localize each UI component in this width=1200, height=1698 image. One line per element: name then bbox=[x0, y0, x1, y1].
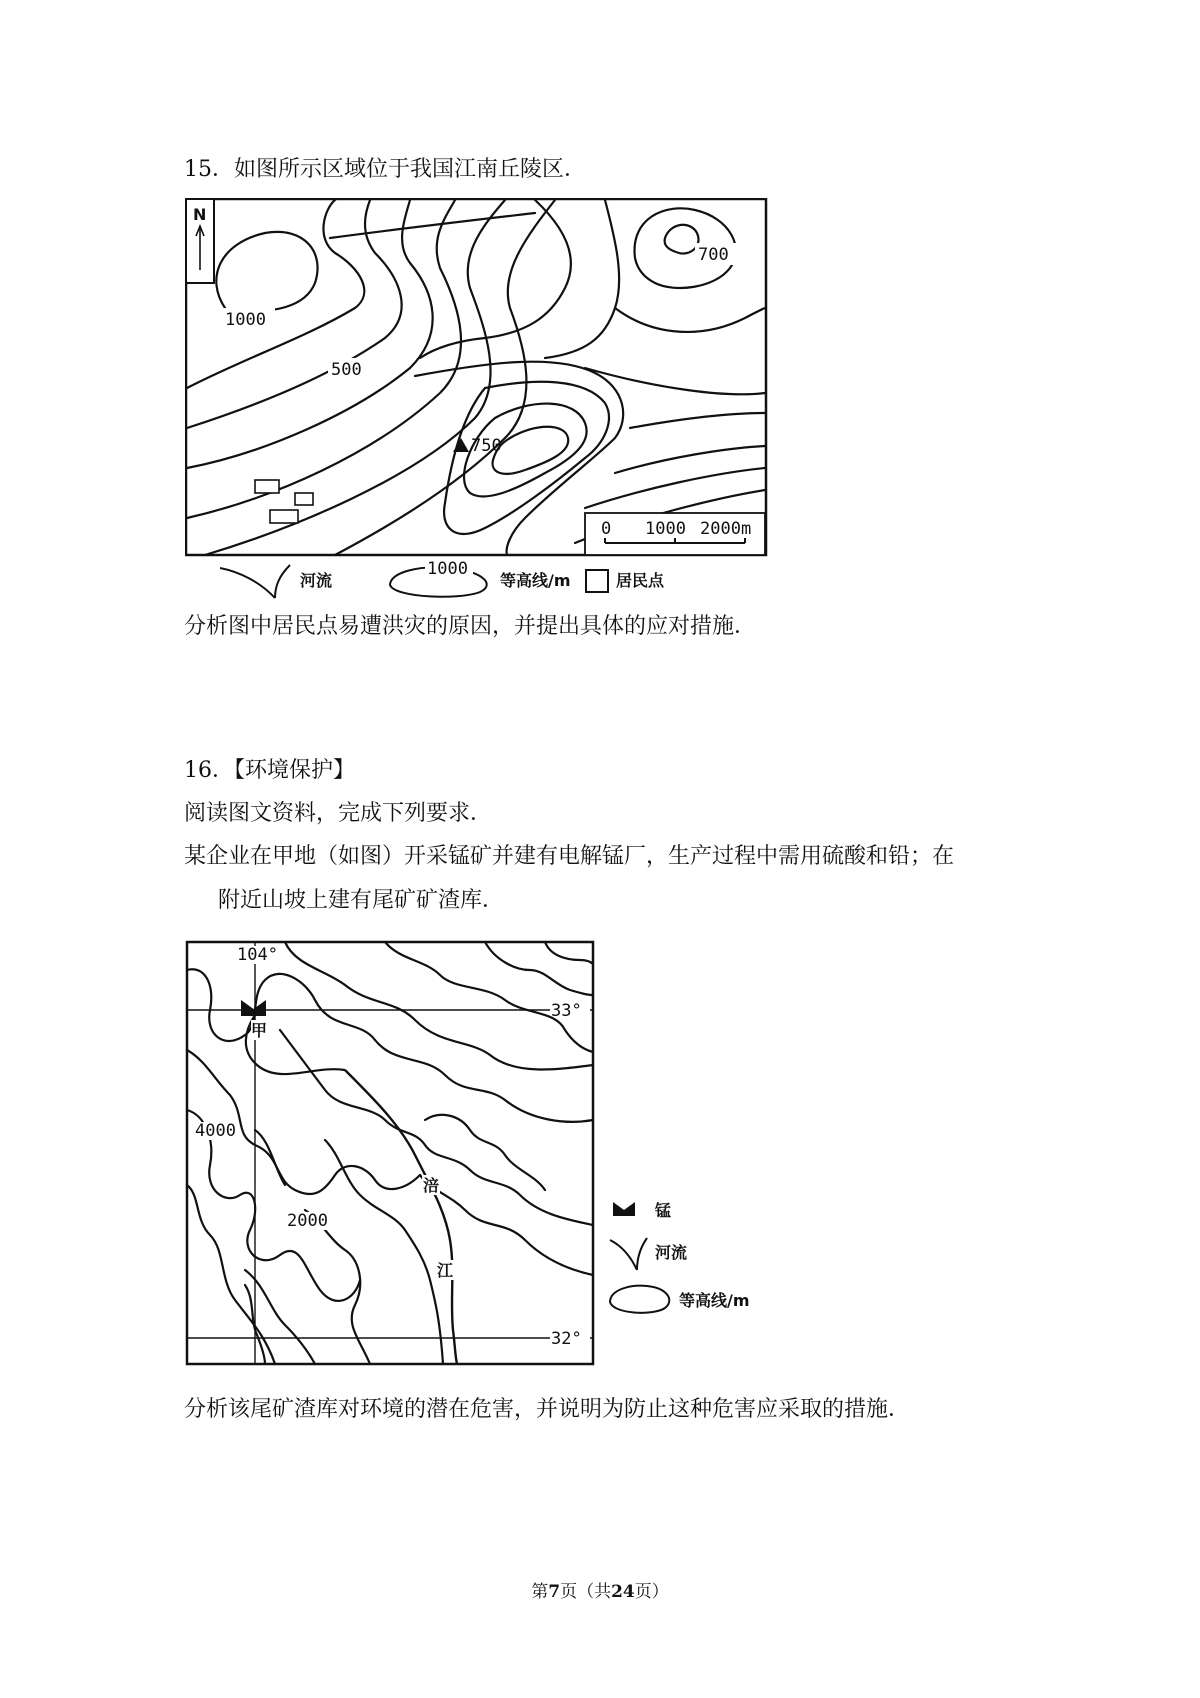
q16-title: 16．【环境保护】 bbox=[184, 758, 355, 783]
contour-label-700: 700 bbox=[698, 245, 729, 265]
footer-post: 页） bbox=[634, 1582, 669, 1602]
page-footer bbox=[0, 1577, 1200, 1602]
scale-2000: 2000m bbox=[700, 519, 752, 539]
footer-pre: 第 bbox=[531, 1582, 549, 1602]
q16-intro: 阅读图文资料，完成下列要求． bbox=[184, 801, 493, 826]
q15-title: 15．如图所示区域位于我国江南丘陵区． bbox=[184, 157, 586, 182]
q15-contour-map bbox=[185, 198, 785, 558]
footer-total-pages: 24 bbox=[611, 1582, 635, 1602]
scale-1000: 1000 bbox=[645, 519, 686, 539]
legend-manganese-icon bbox=[613, 1202, 635, 1216]
footer-mid: 页（共 bbox=[560, 1582, 612, 1602]
river-label-fu: 涪 bbox=[423, 1176, 440, 1195]
legend-contour-value: 1000 bbox=[427, 560, 468, 579]
legend-settlement-label: 居民点 bbox=[616, 571, 665, 590]
river-label-jiang: 江 bbox=[437, 1261, 454, 1280]
legend-contour-label: 等高线/m bbox=[500, 571, 571, 590]
legend-river-icon bbox=[610, 1238, 647, 1270]
settlement-legend-icon bbox=[586, 570, 608, 592]
legend-contour-label: 等高线/m bbox=[679, 1291, 750, 1310]
q15-legend bbox=[220, 560, 740, 600]
north-arrow-icon bbox=[186, 199, 214, 283]
legend-manganese-label: 锰 bbox=[655, 1201, 672, 1220]
jia-label: 甲 bbox=[251, 1021, 268, 1040]
scale-0: 0 bbox=[601, 519, 612, 539]
q15-scale-bar bbox=[585, 513, 765, 555]
contour-label-2000: 2000 bbox=[287, 1211, 328, 1231]
latitude-label-33: 33° bbox=[551, 1001, 582, 1021]
peak-label-750: 750 bbox=[471, 436, 502, 456]
q16-paragraph-line2: 附近山坡上建有尾矿矿渣库． bbox=[218, 888, 505, 913]
north-label: N bbox=[193, 205, 207, 224]
q16-legend bbox=[610, 1201, 750, 1313]
legend-river-label: 河流 bbox=[655, 1243, 688, 1262]
q15-question: 分析图中居民点易遭洪灾的原因，并提出具体的应对措施． bbox=[184, 614, 757, 639]
contour-label-4000: 4000 bbox=[195, 1121, 236, 1141]
legend-contour-icon bbox=[610, 1286, 669, 1313]
footer-page-number: 7 bbox=[548, 1582, 561, 1602]
legend-river-label: 河流 bbox=[300, 571, 333, 590]
q16-paragraph-line1: 某企业在甲地（如图）开采锰矿并建有电解锰厂，生产过程中需用硫酸和铅；在 bbox=[184, 844, 955, 869]
q16-contour-map bbox=[185, 940, 765, 1380]
contour-label-1000: 1000 bbox=[225, 310, 266, 330]
river-legend-icon bbox=[220, 565, 290, 598]
contour-label-500: 500 bbox=[331, 360, 362, 380]
longitude-label: 104° bbox=[237, 945, 278, 965]
q16-question: 分析该尾矿渣库对环境的潜在危害，并说明为防止这种危害应采取的措施． bbox=[184, 1397, 911, 1422]
latitude-label-32: 32° bbox=[551, 1329, 582, 1349]
